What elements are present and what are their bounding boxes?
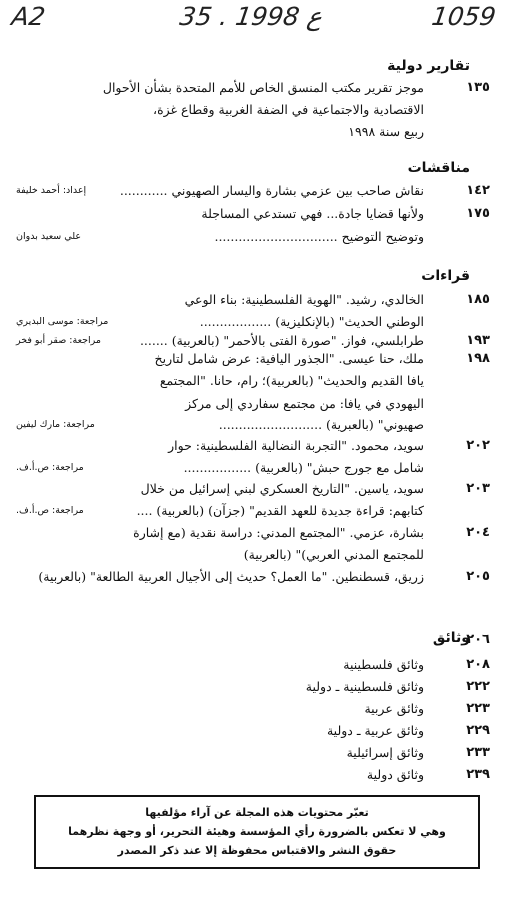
page-number: ١٨٥ <box>466 292 490 307</box>
page-number: ١٩٣ <box>466 333 490 348</box>
toc-entry-text: وثائق إسرائيلية <box>346 745 424 760</box>
toc-entry-text: شامل مع جورج حبش" (بالعربية) ................. <box>183 460 424 475</box>
toc-entry-text: للمجتمع المدني العربي)" (بالعربية) <box>243 547 424 562</box>
page-number: ٢٠٣ <box>466 481 490 496</box>
toc-entry-text: وثائق عربية ـ دولية <box>326 723 424 738</box>
toc-entry-credit: علي سعيد بدوان <box>16 231 82 242</box>
toc-entry-credit: مراجعة: صقر أبو فخر <box>16 335 101 346</box>
toc-entry-text: وتوضيح التوضيح ............................... <box>214 229 424 244</box>
toc-entry-text: موجز تقرير مكتب المنسق الخاص للأمم المتحدة بشأن الأحوال <box>102 80 424 95</box>
toc-entry-credit: مراجعة: ص.أ.ف. <box>16 505 84 516</box>
toc-entry-text: الوطني الحديث" (بالإنكليزية) .................. <box>199 314 424 329</box>
page-number: ٢٠٥ <box>466 569 490 584</box>
toc-entry-credit: مراجعة: موسى البديري <box>16 316 109 327</box>
page-number: ٢٠٦ <box>466 632 490 647</box>
page-number: ٢٣٩ <box>466 767 490 782</box>
handwriting-page-number: 1059 <box>430 2 499 31</box>
page-number: ١٣٥ <box>466 80 490 95</box>
page-number: ١٤٢ <box>466 183 490 198</box>
page-number: ١٧٥ <box>466 206 490 221</box>
disclaimer-line-2: وهي لا تعكس بالضرورة رأي المؤسسة وهيئة التحرير، أو وجهة نظرهما <box>68 825 446 838</box>
toc-entry-text: صهيوني" (بالعبرية) .......................... <box>218 417 424 432</box>
page-number: ٢٠٨ <box>466 657 490 672</box>
toc-entry-credit: مراجعة: ص.أ.ف. <box>16 462 84 473</box>
toc-entry-text: سويد، محمود. "التجربة النضالية الفلسطينية: حوار <box>168 438 424 453</box>
toc-entry-text: وثائق دولية <box>366 767 424 782</box>
section-title-reports: تقارير دولية <box>387 58 470 74</box>
section-title-discussions: مناقشات <box>407 160 470 176</box>
toc-entry-text: ولأنها قضايا جادة... فهي تستدعي المساجلة <box>201 206 424 221</box>
toc-entry-text: طرابلسي، فواز. "صورة الفتى بالأحمر" (بالعربية) ....... <box>139 333 424 348</box>
disclaimer-box <box>34 795 480 869</box>
toc-entry-credit: مراجعة: مارك ليفين <box>16 419 95 430</box>
page-number: ٢٢٩ <box>466 723 490 738</box>
toc-entry-text: ملك، حنا عيسى. "الجذور اليافية: عرض شامل لتاريخ <box>154 351 424 366</box>
toc-entry-text: وثائق فلسطينية ـ دولية <box>305 679 424 694</box>
disclaimer-line-3: حقوق النشر والاقتباس محفوظة إلا عند ذكر المصدر <box>117 844 397 857</box>
toc-entry-text: اليهودي في يافا: من مجتمع سفاردي إلى مركز <box>185 396 424 411</box>
page-number: ٢٠٤ <box>466 525 490 540</box>
section-title-documents: وثائق <box>432 630 470 646</box>
toc-entry-text: الخالدي، رشيد. "الهوية الفلسطينية: بناء الوعي <box>184 292 424 307</box>
page-number: ١٩٨ <box>466 351 490 366</box>
toc-entry-text: الاقتصادية والاجتماعية في الضفة الغربية وقطاع غزة، <box>153 102 424 117</box>
toc-entry-text: نقاش صاحب بين عزمي بشارة واليسار الصهيوني ............ <box>119 183 424 198</box>
handwriting-left: A2 <box>9 2 48 31</box>
toc-entry-text: سويد، ياسين. "التاريخ العسكري لبني إسرائيل من خلال <box>140 481 424 496</box>
toc-entry-text: وثائق فلسطينية <box>343 657 424 672</box>
section-title-readings: قراءات <box>421 268 470 284</box>
page-number: ٢٠٢ <box>466 438 490 453</box>
toc-entry-text: وثائق عربية <box>364 701 424 716</box>
toc-entry-credit: إعداد: أحمد خليفة <box>16 185 87 196</box>
toc-entry-text: يافا القديم والحديث" (بالعربية)؛ رام، حانا. "المجتمع <box>159 373 424 388</box>
page-number: ٢٢٣ <box>466 701 490 716</box>
toc-entry-text: ربيع سنة ١٩٩٨ <box>348 124 424 139</box>
handwriting-date: 35 . ع 1998 <box>177 2 325 31</box>
page-number: ٢٢٢ <box>466 679 490 694</box>
disclaimer-line-1: تعبّر محتويات هذه المجلة عن آراء مؤلفيها <box>145 806 369 819</box>
toc-entry-text: بشارة، عزمي. "المجتمع المدني: دراسة نقدية (مع إشارة <box>133 525 424 540</box>
toc-entry-text: زريق، قسطنطين. "ما العمل؟ حديث إلى الأجيال العربية الطالعة" (بالعربية) <box>38 569 424 584</box>
page-number: ٢٣٣ <box>466 745 490 760</box>
toc-entry-text: كتابهم: قراءة جديدة للعهد القديم" (جزآن) (بالعربية) .... <box>136 503 424 518</box>
